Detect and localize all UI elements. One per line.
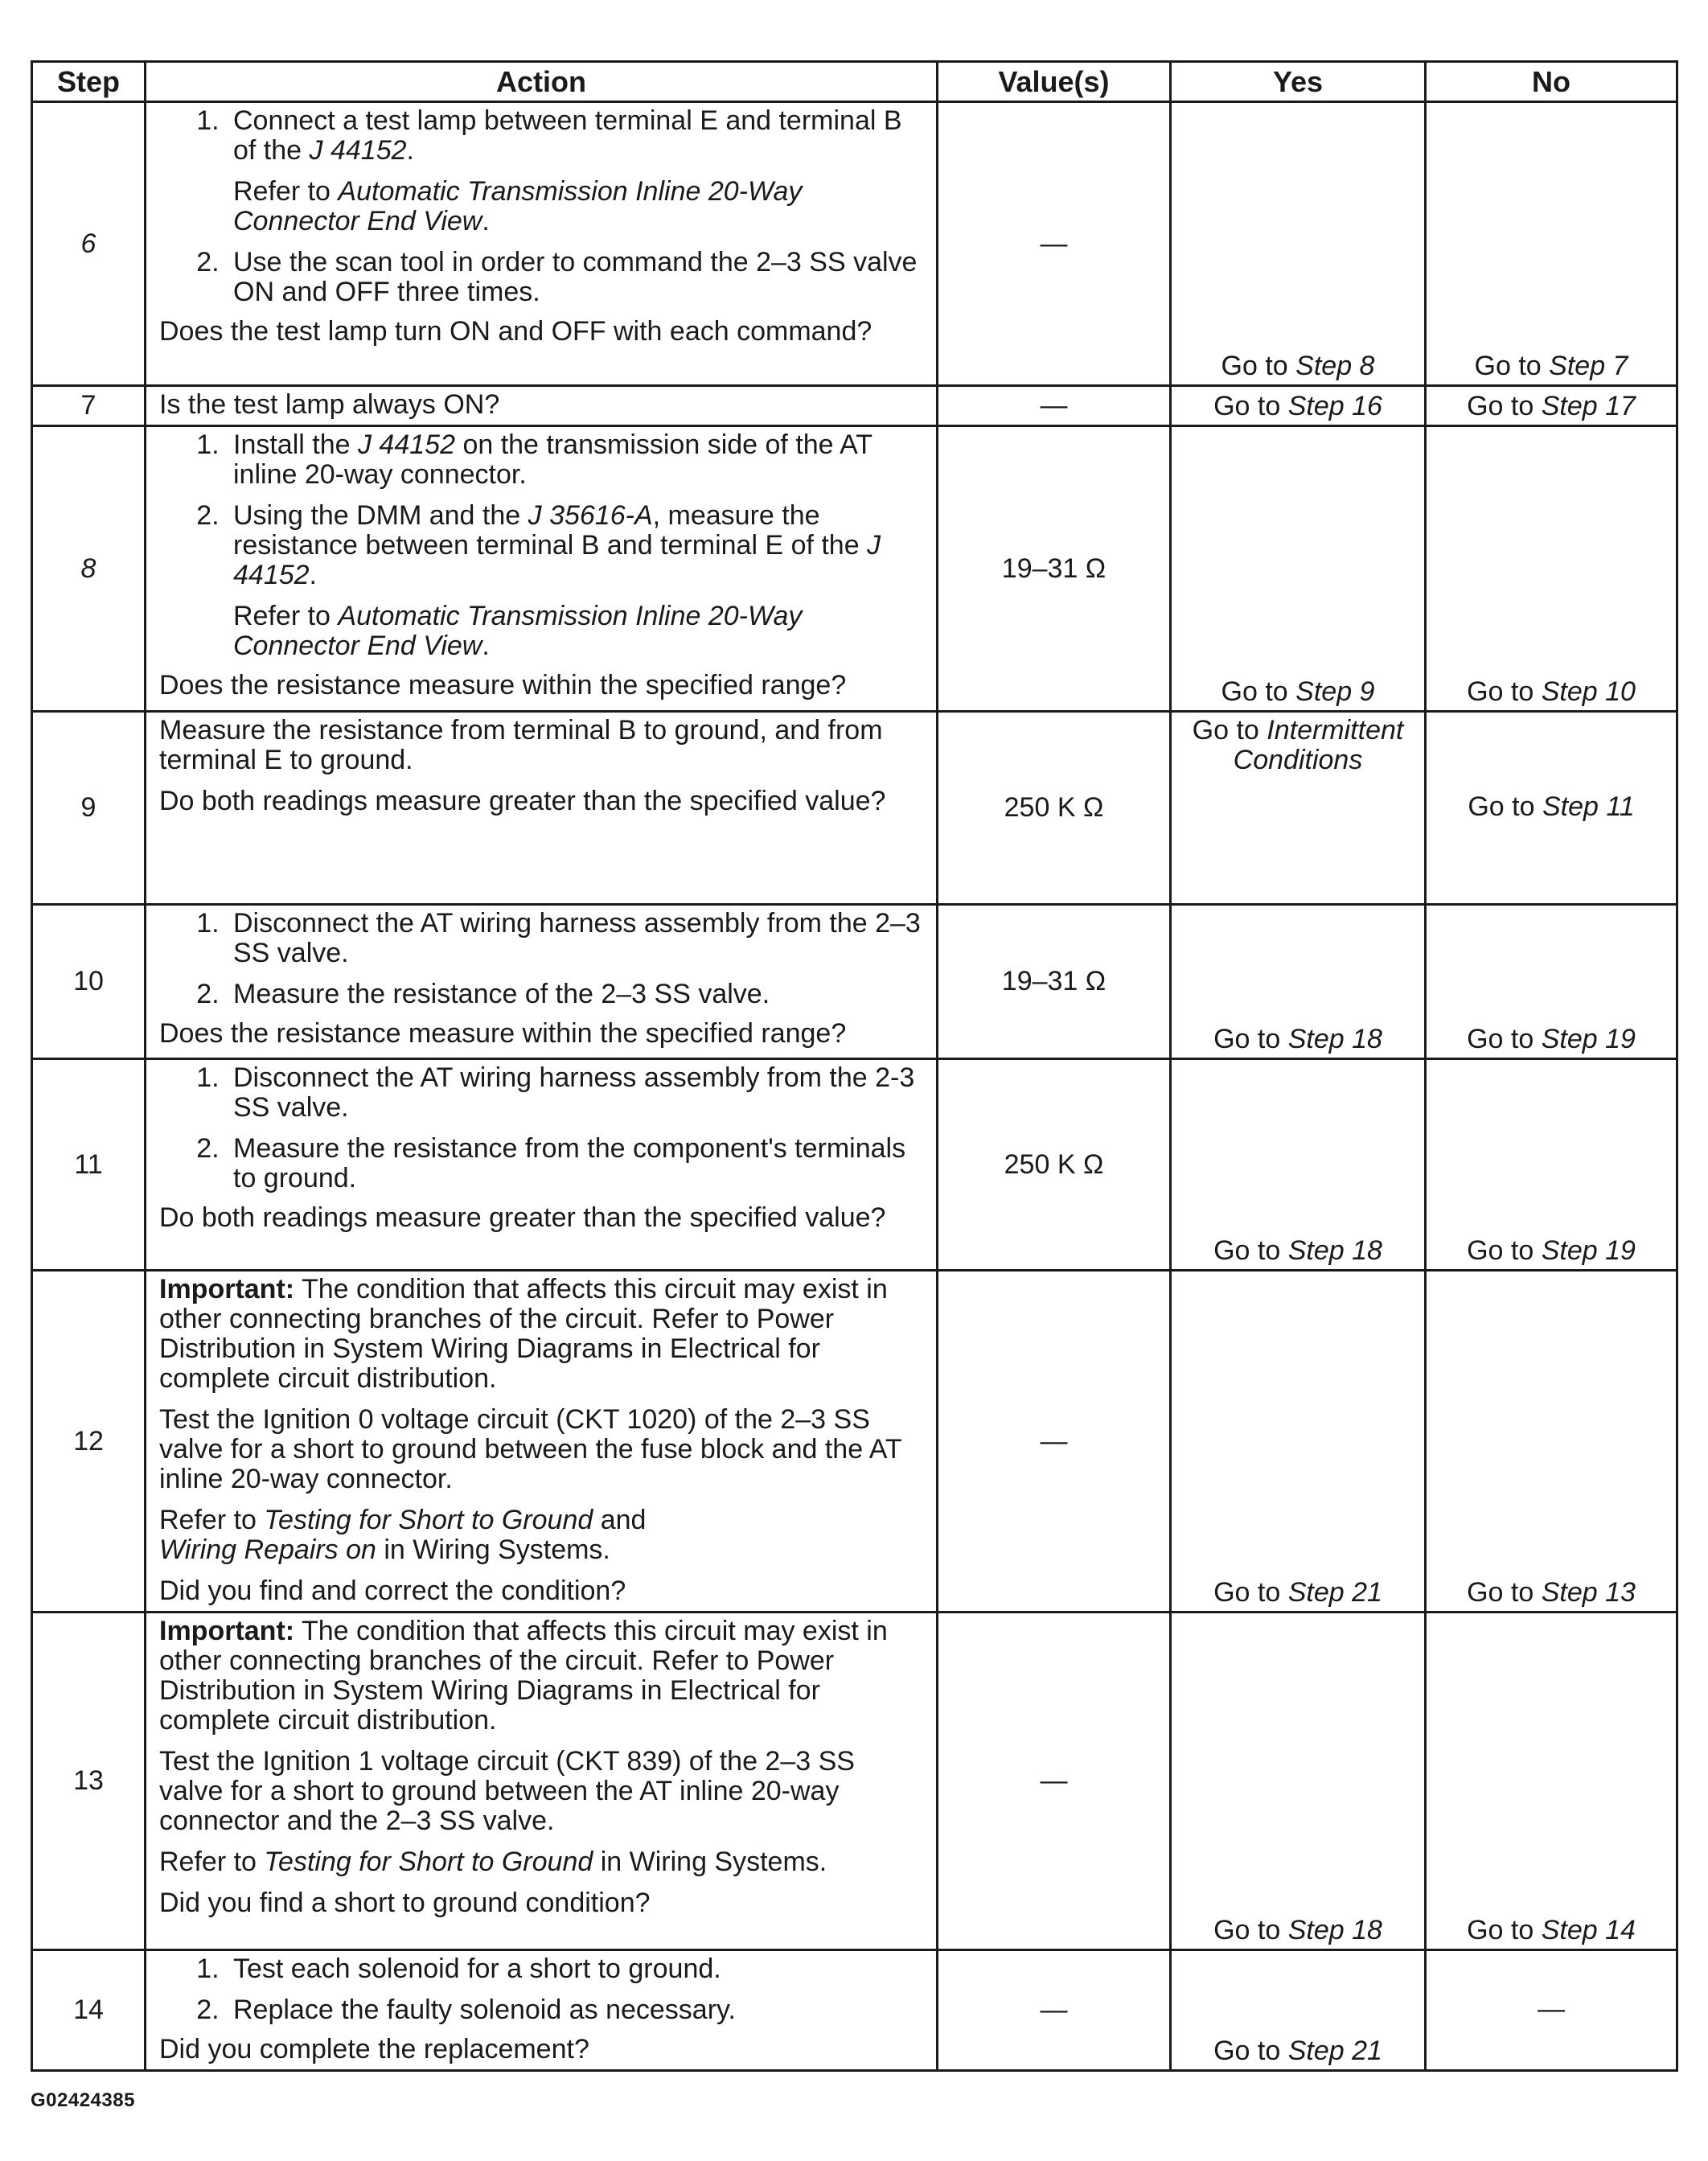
no-step-link[interactable]: Step 14 [1541,1915,1636,1945]
no-step-link[interactable]: Step 19 [1541,1024,1636,1054]
yes-cell [1171,905,1426,1059]
action-list [159,106,925,307]
no-cell [1426,712,1677,905]
action-list [159,1063,925,1193]
go-to-text: Go to [1213,2036,1281,2066]
action-text: Install the [233,429,351,460]
value-cell: 250 K Ω [938,712,1171,905]
no-step-link[interactable]: Step 17 [1541,391,1636,421]
no-step-link[interactable]: Step 13 [1541,1577,1636,1608]
table-row-step-7 [32,386,1677,426]
step-number: 14 [32,1950,146,2071]
refer-link: Testing for Short to Ground [264,1847,593,1877]
table-row-step-11 [32,1059,1677,1271]
action-item: 1. Disconnect the AT wiring harness assembly from the 2-3 SS valve. [227,1063,925,1123]
action-item: 2. Measure the resistance from the component's terminals to ground. [227,1134,925,1193]
yes-cell [1171,102,1426,386]
action-text: Using the DMM and the [233,500,521,531]
action-item: 2. Replace the faulty solenoid as necessary. [227,1995,925,2025]
yes-cell [1171,1271,1426,1613]
step-number: 6 [32,102,146,386]
action-cell [146,386,938,426]
step-number: 12 [32,1271,146,1613]
refer-link: Wiring Repairs on [159,1534,376,1565]
important-note [159,1617,925,1736]
value-cell: 250 K Ω [938,1059,1171,1271]
yes-step-link[interactable]: Step 21 [1287,2036,1382,2066]
table-row-step-10 [32,905,1677,1059]
step-number: 11 [32,1059,146,1271]
go-to-text: Go to [1468,791,1535,822]
question: Did you find a short to ground condition? [159,1888,651,1918]
table-row-step-6 [32,102,1677,386]
action-cell [146,1271,938,1613]
action-text: on the transmission side of the AT inline 20-way connector. [233,429,872,490]
header-yes: Yes [1171,62,1426,102]
refer-note [159,1506,925,1565]
step-number: 7 [32,386,146,426]
header-no: No [1426,62,1677,102]
yes-step-link[interactable]: Step 16 [1287,391,1382,421]
yes-cell [1171,386,1426,426]
question: Did you complete the replacement? [159,2034,589,2064]
action-cell [146,712,938,905]
value-cell: — [938,102,1171,386]
refer-text: in Wiring Systems. [600,1847,827,1877]
question: Do both readings measure greater than the specified value? [159,786,886,816]
action-item: 1. Test each solenoid for a short to ground. [227,1954,925,1984]
action-text: Connect a test lamp between terminal E and terminal B of the [233,105,902,166]
yes-step-link[interactable]: Step 8 [1295,351,1375,381]
action-text: . [406,135,414,166]
no-cell: — [1426,1950,1677,2071]
diagnostic-table [31,60,1678,2072]
yes-step-link[interactable]: Intermittent Conditions [1233,715,1404,775]
refer-link: Automatic Transmission Inline 20-Way Connector End View [233,176,803,236]
yes-cell [1171,1950,1426,2071]
refer-link: Automatic Transmission Inline 20-Way Connector End View [233,601,803,661]
refer-text: Refer to [233,601,331,631]
yes-cell [1171,426,1426,712]
header-values: Value(s) [938,62,1171,102]
yes-cell [1171,712,1426,905]
action-text: , measure the resistance between terminal B and terminal E of the [233,500,860,561]
step-number: 13 [32,1613,146,1950]
tool-ref: J 35616-A [528,500,653,531]
go-to-text: Go to [1467,391,1534,421]
value-cell: 19–31 Ω [938,905,1171,1059]
refer-text: . [482,206,490,236]
yes-step-link[interactable]: Step 9 [1295,676,1375,707]
question: Does the resistance measure within the specified range? [159,1018,847,1049]
go-to-text: Go to [1474,351,1542,381]
go-to-text: Go to [1221,351,1288,381]
action-text: . [309,560,317,590]
refer-note [159,1847,925,1877]
action-cell [146,1613,938,1950]
no-cell [1426,386,1677,426]
go-to-text: Go to [1213,1024,1281,1054]
value-cell: — [938,1271,1171,1613]
question: Does the resistance measure within the specified range? [159,670,847,700]
action-text: Test the Ignition 1 voltage circuit (CKT 839) of the 2–3 SS valve for a short to ground between the AT inline 20-way connector and the 2–3 SS valve. [159,1746,855,1836]
no-step-link[interactable]: Step 11 [1542,791,1635,822]
yes-step-link[interactable]: Step 18 [1287,1024,1382,1054]
go-to-text: Go to [1213,1577,1281,1608]
value-cell: — [938,386,1171,426]
value-cell: — [938,1613,1171,1950]
go-to-text: Go to [1213,1915,1281,1945]
table-row-step-8 [32,426,1677,712]
document-code: G02424385 [31,2089,135,2111]
yes-cell [1171,1059,1426,1271]
refer-text: Refer to [159,1847,257,1877]
refer-text: in Wiring Systems. [384,1534,610,1565]
refer-link: Testing for Short to Ground [264,1505,593,1535]
header-action: Action [146,62,938,102]
action-text: Test the Ignition 0 voltage circuit (CKT 1020) of the 2–3 SS valve for a short to ground between the fuse block and the AT inline 20-way connector. [159,1404,901,1494]
no-cell [1426,426,1677,712]
action-text: Measure the resistance from terminal B to ground, and from terminal E to ground. [159,715,883,775]
important-note [159,1275,925,1394]
go-to-text: Go to [1221,676,1288,707]
header-row [32,62,1677,102]
important-text: The condition that affects this circuit may exist in other connecting branches of the circuit. Refer to Power Distribution in System Wiring Diagrams in Electrical for complete circuit distribution. [159,1616,888,1736]
no-step-link[interactable]: Step 19 [1541,1235,1636,1266]
go-to-text: Go to [1467,1235,1534,1266]
action-item [227,106,925,236]
go-to-text: Go to [1467,1024,1534,1054]
important-label: Important: [159,1274,295,1304]
tool-ref: J 44152 [233,530,881,590]
action-item: 1. Disconnect the AT wiring harness assembly from the 2–3 SS valve. [227,909,925,968]
go-to-text: Go to [1213,1235,1281,1266]
refer-note [233,602,925,661]
value-cell: — [938,1950,1171,2071]
no-cell [1426,1613,1677,1950]
action-cell [146,905,938,1059]
action-item: 2. Measure the resistance of the 2–3 SS valve. [227,980,925,1009]
tool-ref: J 44152 [357,429,455,460]
refer-text: and [600,1505,647,1535]
action-list [159,909,925,1009]
table-row-step-12 [32,1271,1677,1613]
refer-text: . [482,631,490,661]
go-to-text: Go to [1467,1577,1534,1608]
no-cell [1426,1059,1677,1271]
question: Does the test lamp turn ON and OFF with each command? [159,316,872,347]
step-number: 9 [32,712,146,905]
yes-step-link[interactable]: Step 18 [1287,1235,1382,1266]
go-to-text: Go to [1467,676,1534,707]
table-row-step-13 [32,1613,1677,1950]
no-cell [1426,102,1677,386]
go-to-text: Go to [1467,1915,1534,1945]
yes-step-link[interactable]: Step 21 [1287,1577,1382,1608]
table-row-step-9 [32,712,1677,905]
refer-text: Refer to [159,1505,257,1535]
yes-cell [1171,1613,1426,1950]
refer-text: Refer to [233,176,331,207]
no-cell [1426,1271,1677,1613]
question: Did you find and correct the condition? [159,1576,626,1606]
tool-ref: J 44152 [309,135,407,166]
refer-note [233,177,925,236]
question: Is the test lamp always ON? [159,389,500,420]
action-item [227,430,925,490]
action-item [227,501,925,661]
action-cell [146,426,938,712]
go-to-text: Go to [1192,715,1259,746]
question: Do both readings measure greater than the specified value? [159,1202,886,1233]
action-cell [146,1950,938,2071]
value-cell: 19–31 Ω [938,426,1171,712]
action-cell [146,102,938,386]
header-step: Step [32,62,146,102]
no-step-link[interactable]: Step 7 [1549,351,1628,381]
no-step-link[interactable]: Step 10 [1541,676,1636,707]
important-label: Important: [159,1616,295,1646]
action-cell [146,1059,938,1271]
action-list [159,430,925,661]
yes-step-link[interactable]: Step 18 [1287,1915,1382,1945]
step-number: 10 [32,905,146,1059]
table-row-step-14 [32,1950,1677,2071]
step-number: 8 [32,426,146,712]
go-to-text: Go to [1213,391,1281,421]
important-text: The condition that affects this circuit may exist in other connecting branches of the circuit. Refer to Power Distribution in System Wiring Diagrams in Electrical for complete circuit distribution. [159,1274,888,1394]
action-list [159,1954,925,2025]
no-cell [1426,905,1677,1059]
action-item: 2. Use the scan tool in order to command the 2–3 SS valve ON and OFF three times. [227,248,925,307]
